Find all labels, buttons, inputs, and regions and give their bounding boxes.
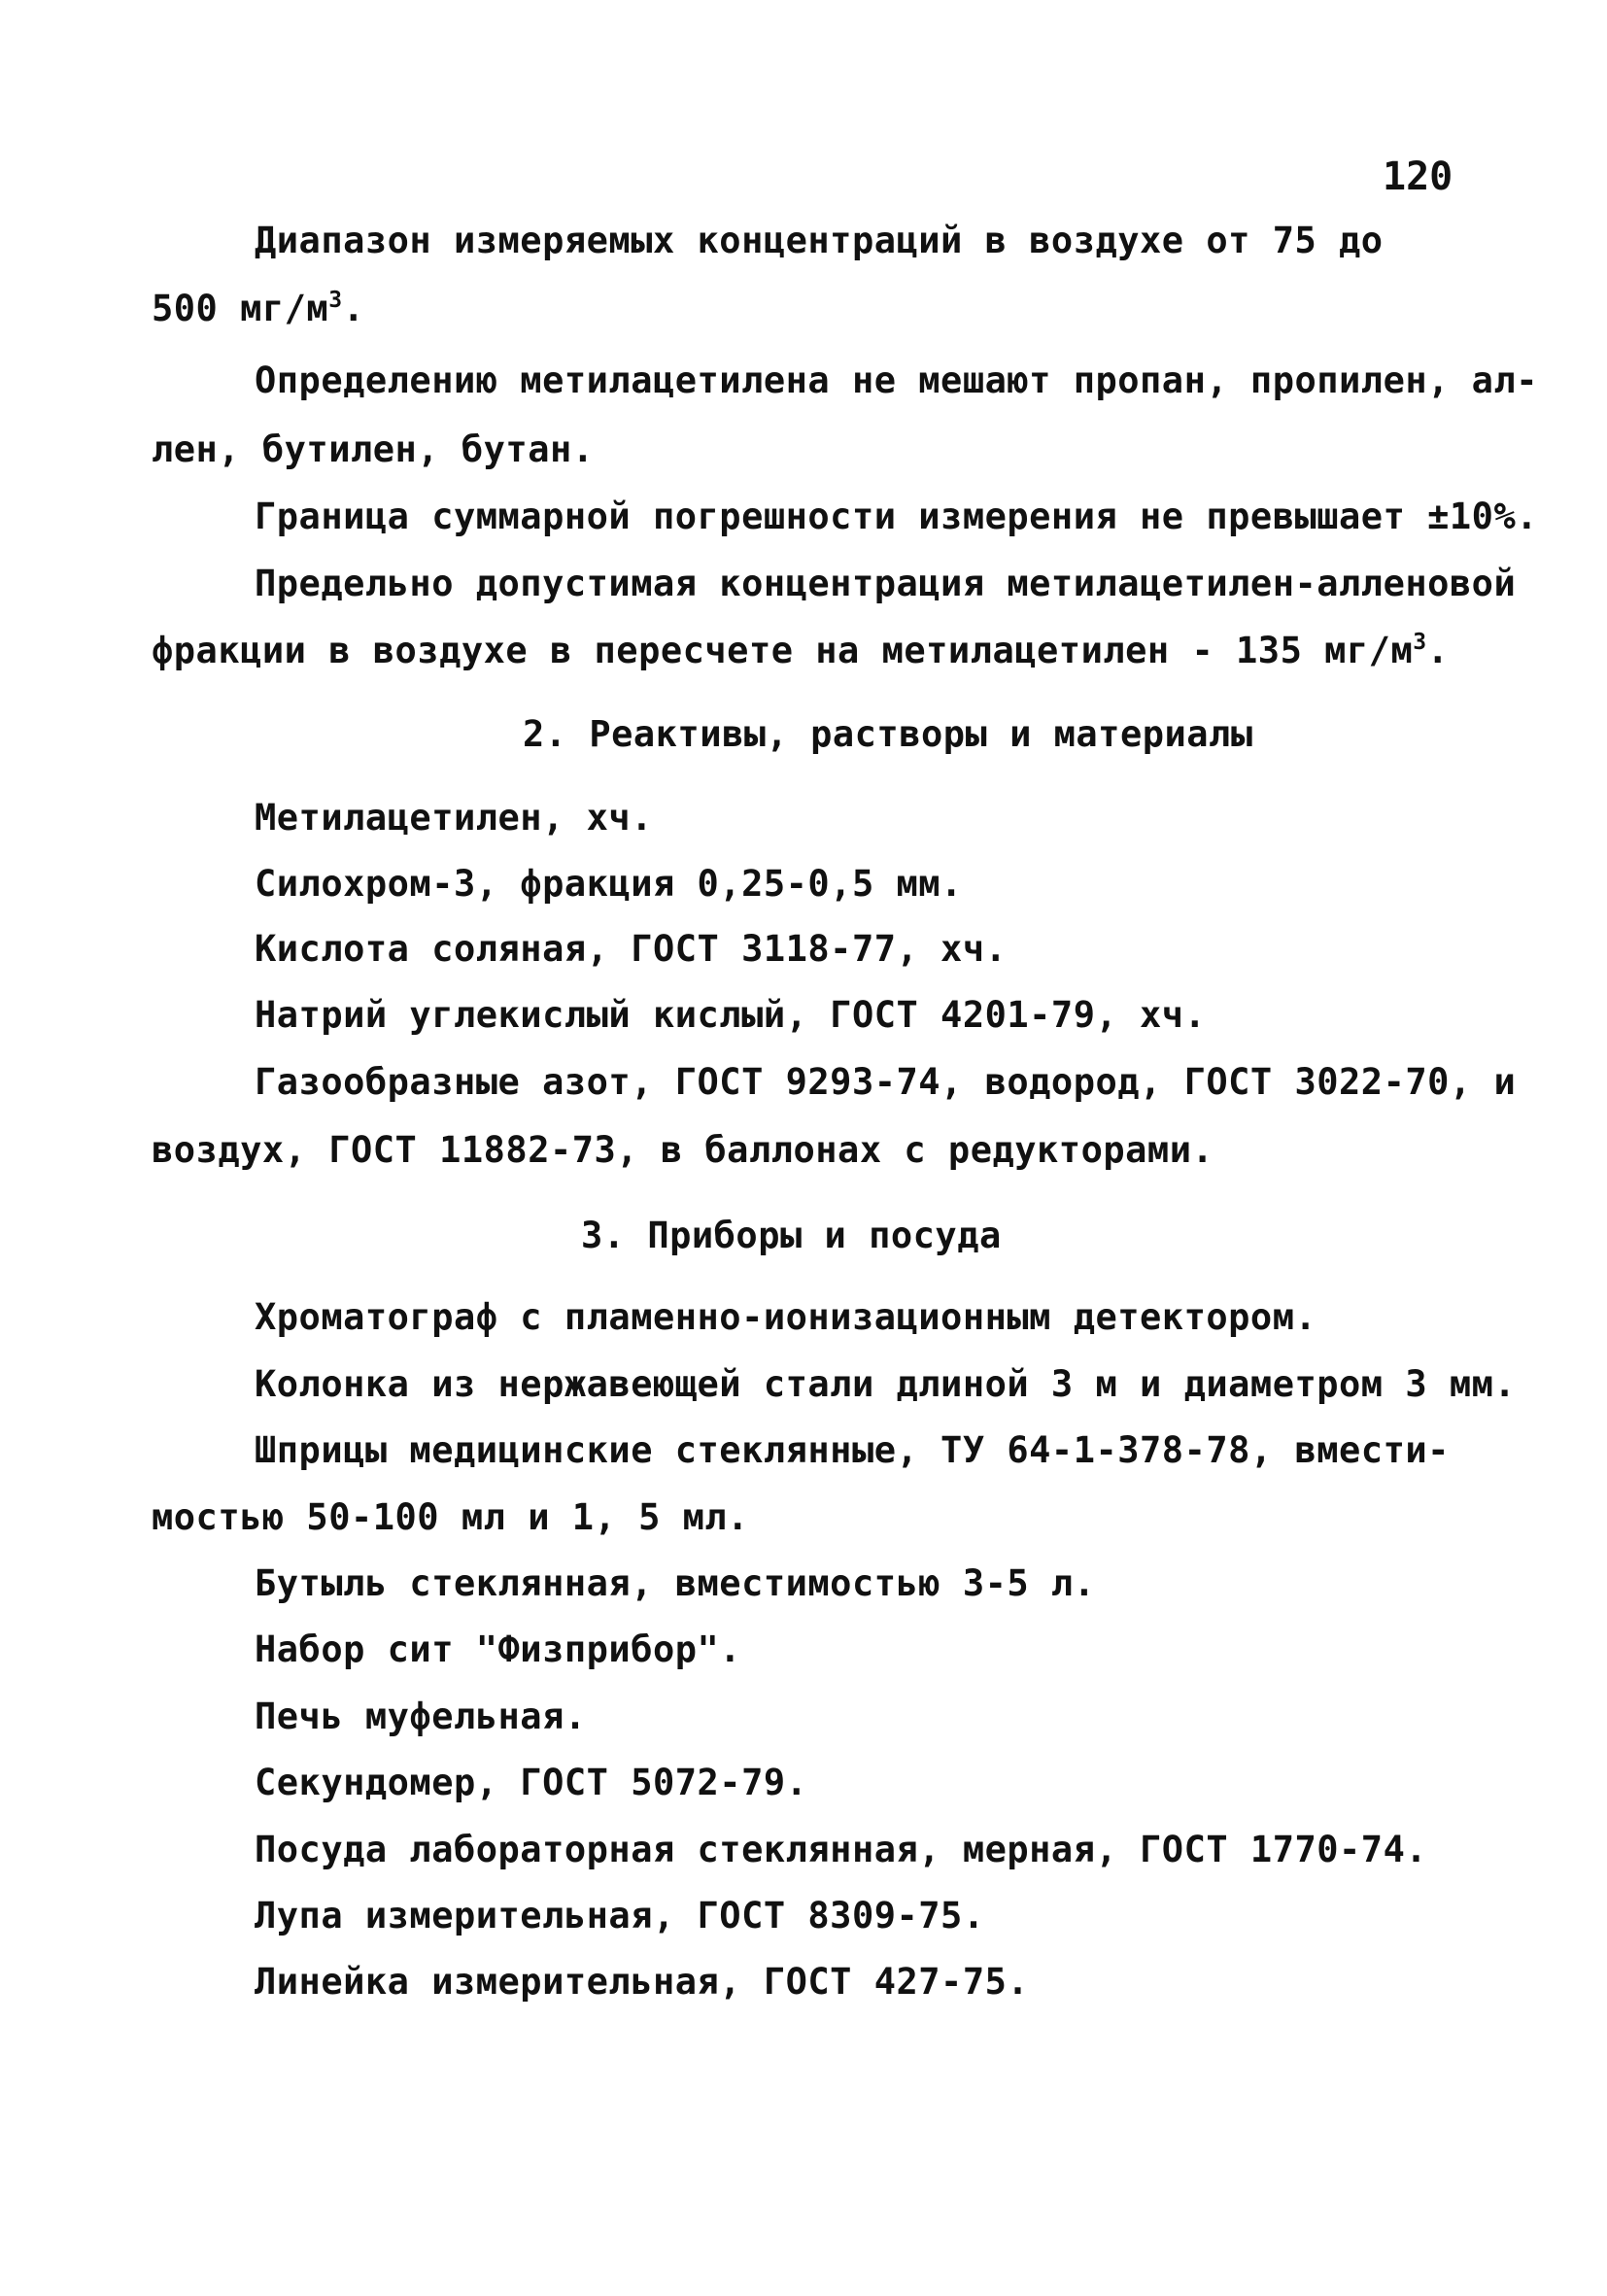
equipment-item: Секундомер, ГОСТ 5072-79.: [255, 1762, 808, 1803]
reagent-item: воздух, ГОСТ 11882-73, в баллонах с редукторами.: [152, 1129, 1214, 1171]
equipment-item: Печь муфельная.: [255, 1696, 587, 1737]
equipment-item: Лупа измерительная, ГОСТ 8309-75.: [255, 1895, 985, 1936]
interference-line-2: лен, бутилен, бутан.: [152, 428, 595, 470]
range-exponent: 3: [328, 288, 343, 313]
mac-end: .: [1426, 630, 1450, 671]
range-end: .: [342, 288, 365, 329]
range-line-1: Диапазон измеряемых концентраций в воздухе от 75 до: [255, 220, 1384, 261]
error-line: Граница суммарной погрешности измерения не превышает ±10%.: [255, 496, 1539, 537]
reagent-item: Газообразные азот, ГОСТ 9293-74, водород, ГОСТ 3022-70, и: [255, 1061, 1517, 1103]
equipment-item: Хроматограф с пламенно-ионизационным детектором.: [255, 1296, 1317, 1338]
mac-value: фракции в воздухе в пересчете на метилацетилен - 135 мг/м: [152, 630, 1414, 671]
mac-exponent: 3: [1413, 630, 1427, 655]
section-2-heading: 2. Реактивы, растворы и материалы: [523, 713, 1253, 755]
equipment-item: Шприцы медицинские стеклянные, ТУ 64-1-378-78, вмести-: [255, 1429, 1450, 1471]
reagent-item: Силохром-3, фракция 0,25-0,5 мм.: [255, 863, 963, 905]
reagent-item: Кислота соляная, ГОСТ 3118-77, хч.: [255, 928, 1008, 970]
reagent-item: Натрий углекислый кислый, ГОСТ 4201-79, хч.: [255, 994, 1207, 1036]
interference-line-1: Определению метилацетилена не мешают пропан, пропилен, ал-: [255, 360, 1539, 401]
equipment-item: Линейка измерительная, ГОСТ 427-75.: [255, 1961, 1030, 2003]
mac-line-2: [152, 630, 1449, 672]
equipment-item: Бутыль стеклянная, вместимостью 3-5 л.: [255, 1562, 1096, 1604]
range-line-2: [152, 288, 364, 330]
page-number: 120: [1383, 154, 1453, 199]
equipment-item: Посуда лабораторная стеклянная, мерная, ГОСТ 1770-74.: [255, 1829, 1428, 1870]
equipment-item: Набор сит "Физприбор".: [255, 1628, 742, 1670]
range-value: 500 мг/м: [152, 288, 329, 329]
equipment-item: Колонка из нержавеющей стали длиной 3 м и диаметром 3 мм.: [255, 1363, 1517, 1405]
equipment-item: мостью 50-100 мл и 1, 5 мл.: [152, 1496, 749, 1538]
section-3-heading: 3. Приборы и посуда: [581, 1215, 1002, 1256]
reagent-item: Метилацетилен, хч.: [255, 797, 653, 839]
mac-line-1: Предельно допустимая концентрация метилацетилен-алленовой: [255, 563, 1517, 604]
